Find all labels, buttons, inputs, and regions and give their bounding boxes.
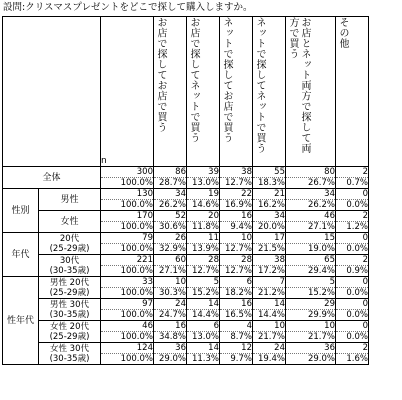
data-cell: 2 0.7% xyxy=(336,167,369,189)
data-cell: 10 21.7% xyxy=(286,321,336,343)
n-cell: 124 100.0% xyxy=(101,343,154,365)
header-row xyxy=(3,17,369,167)
row-label: 30代 (30-35歳) xyxy=(39,255,101,277)
data-cell: 26 32.9% xyxy=(154,233,187,255)
n-cell: 97 100.0% xyxy=(101,299,154,321)
data-cell: 0 0.0% xyxy=(336,233,369,255)
row-label: 男性 30代 (30-35歳) xyxy=(39,299,101,321)
data-cell: 21 16.2% xyxy=(253,189,286,211)
n-header: n xyxy=(101,17,154,167)
row-label: 女性 30代 (30-35歳) xyxy=(39,343,101,365)
table-row xyxy=(3,255,369,277)
data-cell: 2 0.9% xyxy=(336,255,369,277)
data-cell: 5 15.2% xyxy=(187,277,220,299)
data-cell: 7 21.2% xyxy=(253,277,286,299)
group-label-gender: 性別 xyxy=(3,189,39,233)
data-cell: 16 34.8% xyxy=(154,321,187,343)
data-cell: 16 9.4% xyxy=(220,211,253,233)
table-row xyxy=(3,233,369,255)
data-cell: 22 16.9% xyxy=(220,189,253,211)
data-cell: 60 27.1% xyxy=(154,255,187,277)
data-cell: 10 21.7% xyxy=(253,321,286,343)
table-row xyxy=(3,343,369,365)
col-header-4: ネットで探してネットで買う xyxy=(253,17,286,167)
data-cell: 24 19.4% xyxy=(253,343,286,365)
n-cell: 46 100.0% xyxy=(101,321,154,343)
col-header-3: ネットで探してお店で買う xyxy=(220,17,253,167)
data-cell: 46 27.1% xyxy=(286,211,336,233)
n-cell: 221 100.0% xyxy=(101,255,154,277)
data-cell: 28 12.7% xyxy=(187,255,220,277)
data-cell: 6 18.2% xyxy=(220,277,253,299)
data-cell: 19 14.6% xyxy=(187,189,220,211)
table-row xyxy=(3,277,369,299)
data-cell: 5 15.2% xyxy=(286,277,336,299)
n-cell: 170 100.0% xyxy=(101,211,154,233)
data-cell: 12 9.7% xyxy=(220,343,253,365)
row-label: 男性 20代 (25-29歳) xyxy=(39,277,101,299)
data-cell: 34 26.2% xyxy=(154,189,187,211)
row-label: 20代 (25-29歳) xyxy=(39,233,101,255)
data-cell: 14 11.3% xyxy=(187,343,220,365)
data-cell: 0 0.0% xyxy=(336,189,369,211)
data-cell: 38 17.2% xyxy=(253,255,286,277)
data-cell: 55 18.3% xyxy=(253,167,286,189)
data-cell: 0 0.0% xyxy=(336,299,369,321)
data-cell: 0 0.0% xyxy=(336,321,369,343)
data-cell: 10 12.7% xyxy=(220,233,253,255)
crosstab-table xyxy=(2,16,369,365)
n-cell: 130 100.0% xyxy=(101,189,154,211)
table-row xyxy=(3,189,369,211)
header-corner xyxy=(3,17,101,167)
data-cell: 38 12.7% xyxy=(220,167,253,189)
col-header-6: その他 xyxy=(336,17,369,167)
row-label-total: 全体 xyxy=(3,167,101,189)
data-cell: 15 19.0% xyxy=(286,233,336,255)
data-cell: 17 21.5% xyxy=(253,233,286,255)
data-cell: 0 0.0% xyxy=(336,277,369,299)
data-cell: 2 1.6% xyxy=(336,343,369,365)
data-cell: 4 8.7% xyxy=(220,321,253,343)
table-row xyxy=(3,299,369,321)
group-label-age: 年代 xyxy=(3,233,39,277)
data-cell: 34 26.2% xyxy=(286,189,336,211)
data-cell: 28 12.7% xyxy=(220,255,253,277)
data-cell: 16 16.5% xyxy=(220,299,253,321)
data-cell: 6 13.0% xyxy=(187,321,220,343)
row-label: 女性 xyxy=(39,211,101,233)
col-header-2: お店で探してネットで買う xyxy=(187,17,220,167)
data-cell: 14 14.4% xyxy=(187,299,220,321)
n-cell: 33 100.0% xyxy=(101,277,154,299)
table-row xyxy=(3,211,369,233)
row-label: 女性 20代 (25-29歳) xyxy=(39,321,101,343)
data-cell: 52 30.6% xyxy=(154,211,187,233)
col-header-1: お店で探してお店で買う xyxy=(154,17,187,167)
n-cell: 79 100.0% xyxy=(101,233,154,255)
data-cell: 2 1.2% xyxy=(336,211,369,233)
data-cell: 29 29.9% xyxy=(286,299,336,321)
question-title: 設問:クリスマスプレゼントをどこで探して購入しますか。 xyxy=(3,2,253,13)
data-cell: 65 29.4% xyxy=(286,255,336,277)
data-cell: 36 29.0% xyxy=(286,343,336,365)
data-cell: 11 13.9% xyxy=(187,233,220,255)
data-cell: 39 13.0% xyxy=(187,167,220,189)
data-cell: 24 24.7% xyxy=(154,299,187,321)
data-cell: 80 26.7% xyxy=(286,167,336,189)
data-cell: 86 28.7% xyxy=(154,167,187,189)
data-cell: 10 30.3% xyxy=(154,277,187,299)
data-cell: 34 20.0% xyxy=(253,211,286,233)
table-row xyxy=(3,167,369,189)
row-label: 男性 xyxy=(39,189,101,211)
group-label-gender-age: 性年代 xyxy=(3,277,39,365)
data-cell: 20 11.8% xyxy=(187,211,220,233)
data-cell: 14 14.4% xyxy=(253,299,286,321)
n-cell: 300 100.0% xyxy=(101,167,154,189)
col-header-5: お店とネット両方で探して両方で買う xyxy=(286,17,336,167)
table-row xyxy=(3,321,369,343)
data-cell: 36 29.0% xyxy=(154,343,187,365)
